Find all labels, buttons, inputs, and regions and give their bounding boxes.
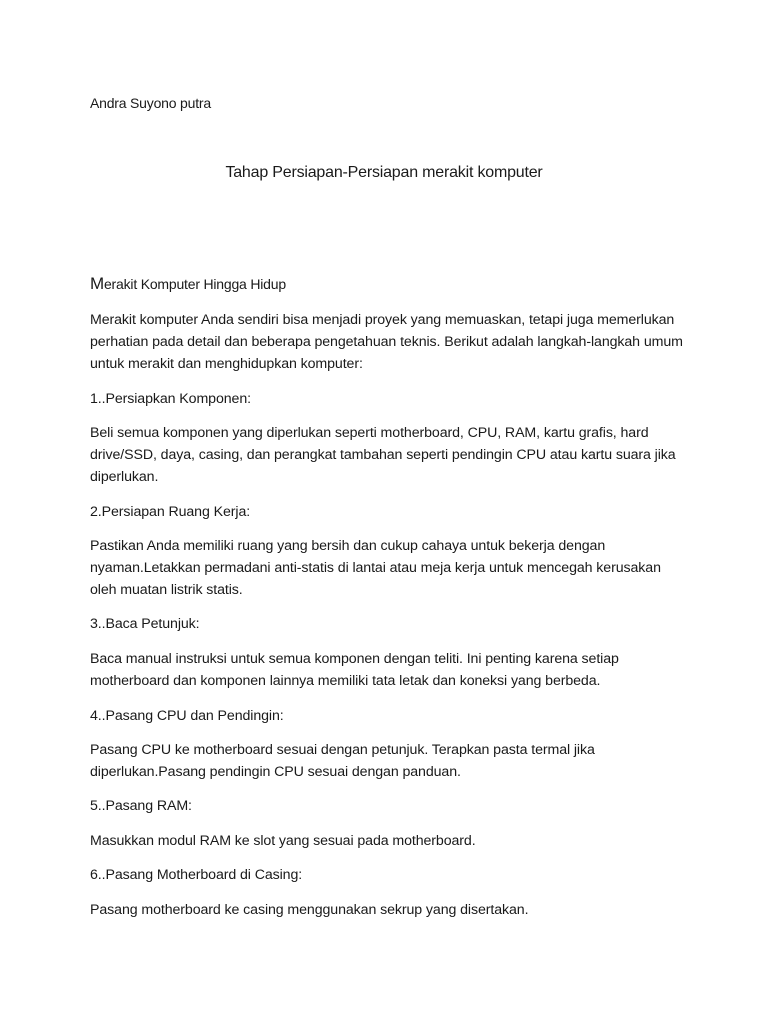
step-2-body: Pastikan Anda memiliki ruang yang bersih dan cukup cahaya untuk bekerja dengan nyaman.Letakkan permadani anti-statis di lantai atau meja kerja untuk mencegah kerusakan oleh muatan listrik statis. (90, 538, 661, 598)
step-2-heading: 2.Persiapan Ruang Kerja: (90, 504, 251, 520)
section-heading-initial: M (90, 274, 104, 293)
step-body (90, 648, 690, 692)
step-body (90, 739, 690, 783)
step-body (90, 535, 690, 601)
step-body (90, 422, 690, 488)
document-title: Tahap Persiapan-Persiapan merakit komputer (225, 164, 543, 181)
step-3-heading: 3..Baca Petunjuk: (90, 616, 200, 632)
step-5-heading: 5..Pasang RAM: (90, 798, 192, 814)
step-body (90, 830, 690, 852)
step-1-heading: 1..Persiapkan Komponen: (90, 391, 251, 407)
intro-text: Merakit komputer Anda sendiri bisa menjadi proyek yang memuaskan, tetapi juga memerlukan perhatian pada detail dan beberapa pengetahuan teknis. Berikut adalah langkah-langkah umum untuk merakit dan menghidupkan komputer: (90, 312, 683, 372)
step-1-body: Beli semua komponen yang diperlukan seperti motherboard, CPU, RAM, kartu grafis, hard drive/SSD, daya, casing, dan perangkat tambahan seperti pendingin CPU atau kartu suara jika diperlukan. (90, 425, 676, 485)
intro-paragraph (90, 309, 690, 375)
step-body (90, 899, 690, 921)
step-3-body: Baca manual instruksi untuk semua komponen dengan teliti. Ini penting karena setiap motherboard dan komponen lainnya memiliki tata letak dan koneksi yang berbeda. (90, 651, 619, 689)
section-heading-rest: erakit Komputer Hingga Hidup (103, 276, 286, 292)
step-4-body: Pasang CPU ke motherboard sesuai dengan petunjuk. Terapkan pasta termal jika diperlukan.Pasang pendingin CPU sesuai dengan panduan. (90, 742, 595, 780)
step-heading (90, 795, 690, 817)
step-5-body: Masukkan modul RAM ke slot yang sesuai pada motherboard. (90, 833, 476, 849)
step-heading (90, 613, 690, 635)
step-heading (90, 388, 690, 410)
step-heading (90, 501, 690, 523)
step-heading (90, 705, 690, 727)
step-6-body: Pasang motherboard ke casing menggunakan sekrup yang disertakan. (90, 902, 529, 918)
author-name: Andra Suyono putra (90, 95, 211, 111)
step-4-heading: 4..Pasang CPU dan Pendingin: (90, 708, 284, 724)
step-heading (90, 864, 690, 886)
step-6-heading: 6..Pasang Motherboard di Casing: (90, 867, 303, 883)
section-heading (90, 273, 286, 295)
